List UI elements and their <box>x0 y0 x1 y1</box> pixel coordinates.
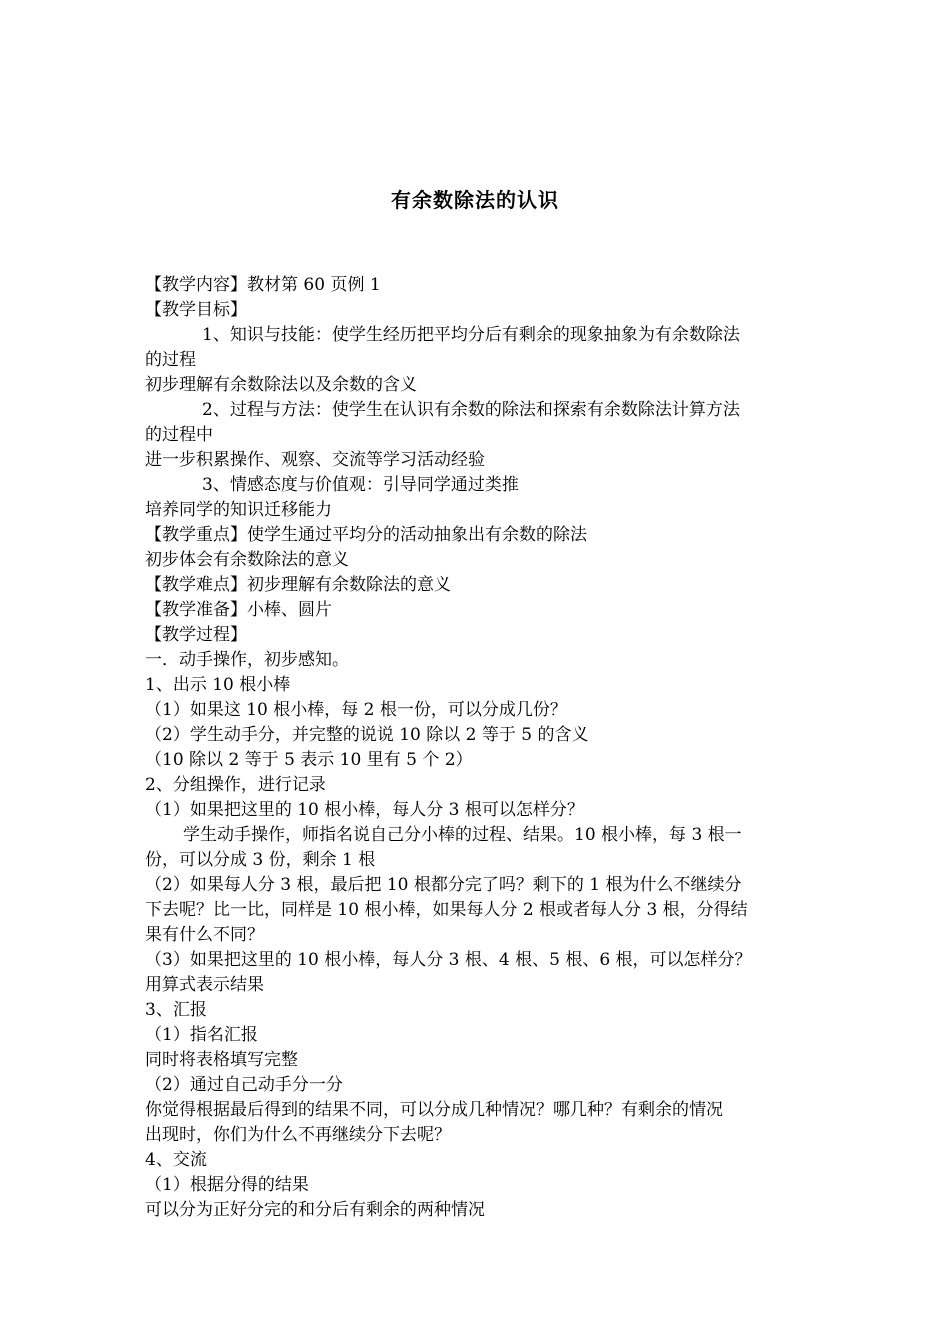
text-line: 4、交流 <box>145 1150 207 1170</box>
text-line: 可以分为正好分完的和分后有剩余的两种情况 <box>145 1200 485 1220</box>
text-line: 你觉得根据最后得到的结果不同，可以分成几种情况？哪几种？有剩余的情况 <box>145 1100 723 1120</box>
text-line: 初步体会有余数除法的意义 <box>145 550 349 570</box>
text-line: 果有什么不同？ <box>145 925 264 945</box>
text-line: （1）根据分得的结果 <box>145 1175 309 1195</box>
text-line: （2）如果每人分 3 根，最后把 10 根都分完了吗？剩下的 1 根为什么不继续分 <box>145 875 742 895</box>
text-line: 2、过程与方法：使学生在认识有余数的除法和探索有余数除法计算方法 <box>202 400 740 420</box>
text-line: 培养同学的知识迁移能力 <box>145 500 332 520</box>
text-line: （2）学生动手分，并完整的说说 10 除以 2 等于 5 的含义 <box>145 725 589 745</box>
text-line: （10 除以 2 等于 5 表示 10 里有 5 个 2） <box>145 750 473 770</box>
text-line: 一．动手操作，初步感知。 <box>145 650 349 670</box>
text-line: 【教学重点】使学生通过平均分的活动抽象出有余数的除法 <box>145 525 587 545</box>
text-line: 【教学难点】初步理解有余数除法的意义 <box>145 575 451 595</box>
text-line: 【教学目标】 <box>145 300 247 320</box>
text-line: （1）如果把这里的 10 根小棒，每人分 3 根可以怎样分？ <box>145 800 584 820</box>
text-line: （1）如果这 10 根小棒，每 2 根一份，可以分成几份？ <box>145 700 567 720</box>
text-line: 同时将表格填写完整 <box>145 1050 298 1070</box>
document-body <box>145 273 810 1223</box>
text-line: 【教学内容】教材第 60 页例 1 <box>145 275 381 295</box>
text-line: 【教学准备】小棒、圆片 <box>145 600 332 620</box>
text-line: 的过程中 <box>145 425 213 445</box>
text-line: 3、汇报 <box>145 1000 207 1020</box>
text-line: （1）指名汇报 <box>145 1025 258 1045</box>
text-line: 下去呢？比一比，同样是 10 根小棒，如果每人分 2 根或者每人分 3 根，分得结 <box>145 900 748 920</box>
text-line: 学生动手操作，师指名说自己分小棒的过程、结果。10 根小棒，每 3 根一 <box>183 825 742 845</box>
text-line: 的过程 <box>145 350 196 370</box>
text-line: 进一步积累操作、观察、交流等学习活动经验 <box>145 450 485 470</box>
text-line: 【教学过程】 <box>145 625 247 645</box>
text-line: 出现时，你们为什么不再继续分下去呢？ <box>145 1125 451 1145</box>
text-line: （3）如果把这里的 10 根小棒，每人分 3 根、4 根、5 根、6 根，可以怎样分？ <box>145 950 752 970</box>
text-line: （2）通过自己动手分一分 <box>145 1075 343 1095</box>
text-line: 用算式表示结果 <box>145 975 264 995</box>
text-line: 初步理解有余数除法以及余数的含义 <box>145 375 417 395</box>
text-line: 3、情感态度与价值观：引导同学通过类推 <box>202 475 519 495</box>
text-line: 2、分组操作，进行记录 <box>145 775 326 795</box>
document-title: 有余数除法的认识 <box>391 188 559 212</box>
text-line: 份，可以分成 3 份，剩余 1 根 <box>145 850 376 870</box>
text-line: 1、知识与技能：使学生经历把平均分后有剩余的现象抽象为有余数除法 <box>202 325 740 345</box>
text-line: 1、出示 10 根小棒 <box>145 675 291 695</box>
